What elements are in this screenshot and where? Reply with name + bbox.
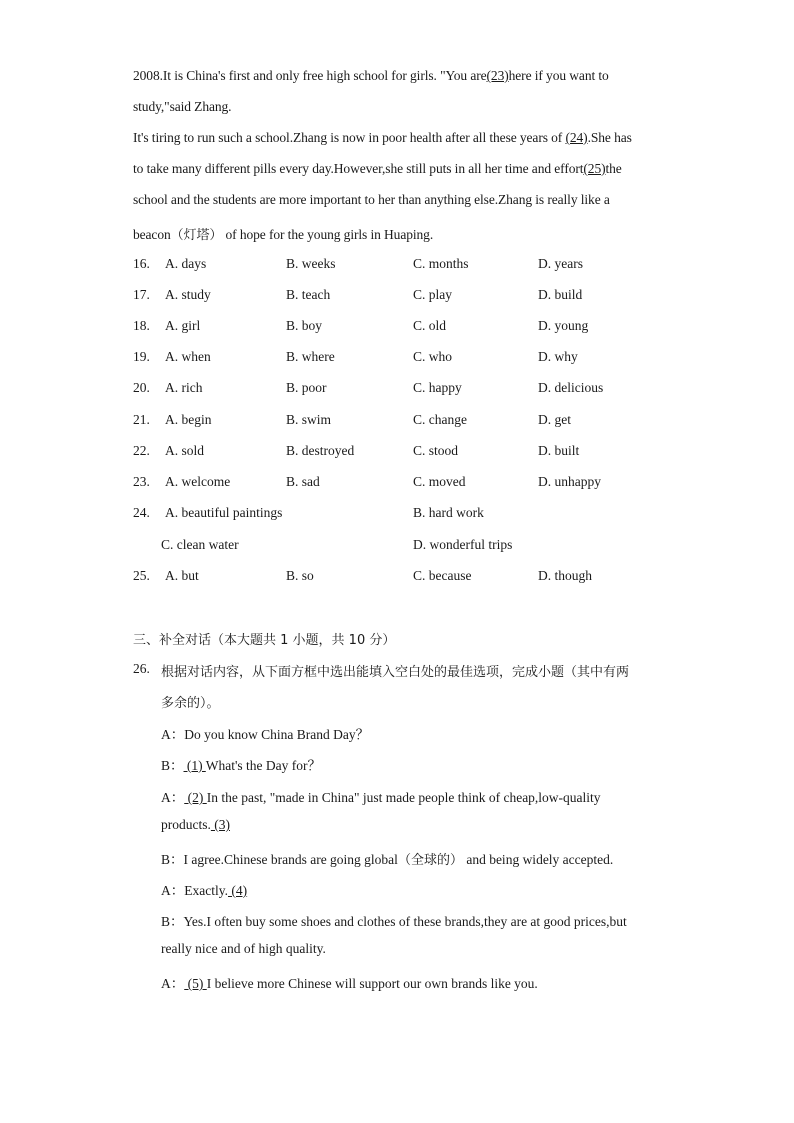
option-b[interactable]: B. swim <box>286 412 332 427</box>
option-a[interactable]: A. beautiful paintings <box>165 505 283 520</box>
passage-line-1 <box>133 68 609 84</box>
option-c[interactable]: C. old <box>413 318 447 333</box>
option-a[interactable]: A. when <box>165 349 211 364</box>
dialogue-text: B：Yes.I often buy some shoes and clothes of these brands,they are at good prices,but <box>161 914 627 929</box>
dialogue-line-4 <box>161 817 230 833</box>
question-number: 17. <box>133 287 150 302</box>
blank-3: (3) <box>210 817 230 832</box>
passage-text: school and the students are more important to her than anything else.Zhang is really like a <box>133 192 610 207</box>
dialogue-line-3 <box>161 786 601 806</box>
option-a[interactable]: A. welcome <box>165 474 231 489</box>
passage-text: It's tiring to run such a school.Zhang is now in poor health after all these years of <box>133 130 566 145</box>
option-a[interactable]: A. but <box>165 568 199 583</box>
option-c[interactable]: C. who <box>413 349 453 364</box>
question-row <box>133 287 693 307</box>
chinese-gloss: （灯塔） <box>170 228 223 243</box>
dialogue-line-8 <box>161 941 326 957</box>
instructions-line-2: 多余的）。 <box>161 696 220 711</box>
option-a[interactable]: A. rich <box>165 380 203 395</box>
option-b[interactable]: B. sad <box>286 474 320 489</box>
blank-25: (25) <box>583 161 606 176</box>
passage-line-4 <box>133 161 622 177</box>
question-number: 21. <box>133 412 150 427</box>
question-row <box>133 318 693 338</box>
option-c[interactable]: C. because <box>413 568 472 583</box>
passage-text: the <box>605 161 622 176</box>
blank-24: (24) <box>565 130 588 145</box>
dialogue-text: A：Exactly. <box>161 883 228 898</box>
question-row <box>133 474 693 494</box>
question-number: 20. <box>133 380 150 395</box>
option-d[interactable]: D. though <box>538 568 592 583</box>
option-a[interactable]: A. days <box>165 256 207 271</box>
passage-text: here if you want to <box>508 68 609 83</box>
option-b[interactable]: B. weeks <box>286 256 336 271</box>
option-b[interactable]: B. hard work <box>413 505 484 520</box>
option-b[interactable]: B. teach <box>286 287 331 302</box>
option-d[interactable]: D. wonderful trips <box>413 537 513 552</box>
option-d[interactable]: D. build <box>538 287 583 302</box>
option-a[interactable]: A. girl <box>165 318 201 333</box>
passage-line-3 <box>133 130 632 146</box>
option-d[interactable]: D. why <box>538 349 578 364</box>
question-row <box>133 505 693 525</box>
question-number: 19. <box>133 349 150 364</box>
question-row <box>133 412 693 432</box>
blank-2: (2) <box>184 790 207 805</box>
passage-text: study,"said Zhang. <box>133 99 232 114</box>
option-d[interactable]: D. years <box>538 256 583 271</box>
dialogue-text: really nice and of high quality. <box>161 941 326 956</box>
dialogue-text: In the past, "made in China" just made people think of cheap,low-quality <box>206 790 601 805</box>
option-d[interactable]: D. young <box>538 318 589 333</box>
passage-line-6 <box>133 224 433 243</box>
dialogue-text: I believe more Chinese will support our own brands like you. <box>206 976 538 991</box>
question-number: 16. <box>133 256 150 271</box>
option-b[interactable]: B. where <box>286 349 335 364</box>
question-number: 26. <box>133 661 150 676</box>
dialogue-line-2 <box>161 754 321 774</box>
question-row-continued <box>133 537 693 557</box>
blank-1: (1) <box>183 758 206 773</box>
chinese-gloss: （全球的） <box>397 853 463 868</box>
option-b[interactable]: B. so <box>286 568 314 583</box>
option-d[interactable]: D. delicious <box>538 380 604 395</box>
option-b[interactable]: B. boy <box>286 318 323 333</box>
passage-line-2 <box>133 99 231 115</box>
dialogue-text: B：I agree.Chinese brands are going global <box>161 852 398 867</box>
option-c[interactable]: C. stood <box>413 443 459 458</box>
question-number: 22. <box>133 443 150 458</box>
dialogue-line-7 <box>161 910 627 930</box>
option-c[interactable]: C. happy <box>413 380 462 395</box>
passage-text: 2008.It is China's first and only free high school for girls. "You are <box>133 68 487 83</box>
question-row <box>133 443 693 463</box>
instructions-line-1: 根据对话内容，从下面方框中选出能填入空白处的最佳选项，完成小题（其中有两 <box>161 665 630 680</box>
passage-text: to take many different pills every day.However,she still puts in all her time and effort <box>133 161 584 176</box>
passage-line-5 <box>133 192 610 208</box>
speaker-label: A： <box>161 976 185 991</box>
dialogue-line-1 <box>161 723 369 743</box>
option-c[interactable]: C. moved <box>413 474 466 489</box>
passage-text: beacon <box>133 227 171 242</box>
question-row <box>133 380 693 400</box>
option-c[interactable]: C. clean water <box>161 537 239 552</box>
dialogue-line-9 <box>161 972 538 992</box>
section-title: 三、补全对话（本大题共 1 小题，共 10 分） <box>133 633 396 648</box>
blank-5: (5) <box>184 976 207 991</box>
option-a[interactable]: A. begin <box>165 412 212 427</box>
option-d[interactable]: D. get <box>538 412 571 427</box>
speaker-label: B： <box>161 758 184 773</box>
option-c[interactable]: C. months <box>413 256 469 271</box>
option-a[interactable]: A. sold <box>165 443 205 458</box>
question-number: 23. <box>133 474 150 489</box>
dialogue-text: A：Do you know China Brand Day？ <box>161 727 370 742</box>
dialogue-text: products. <box>161 817 211 832</box>
question-number: 18. <box>133 318 150 333</box>
blank-23: (23) <box>486 68 509 83</box>
option-c[interactable]: C. play <box>413 287 452 302</box>
question-number: 24. <box>133 505 150 520</box>
passage-text: .She has <box>587 130 632 145</box>
dialogue-text: and being widely accepted. <box>462 852 614 867</box>
option-c[interactable]: C. change <box>413 412 467 427</box>
option-a[interactable]: A. study <box>165 287 211 302</box>
question-row <box>133 349 693 369</box>
option-d[interactable]: D. unhappy <box>538 474 601 489</box>
dialogue-text: What's the Day for？ <box>205 758 322 773</box>
option-b[interactable]: B. poor <box>286 380 327 395</box>
option-b[interactable]: B. destroyed <box>286 443 355 458</box>
question-row <box>133 256 693 276</box>
dialogue-line-6 <box>161 879 247 899</box>
dialogue-line-5 <box>161 848 613 868</box>
blank-4: (4) <box>227 883 248 898</box>
question-row <box>133 568 693 588</box>
passage-text: of hope for the young girls in Huaping. <box>222 227 434 242</box>
question-26-header <box>133 661 693 681</box>
question-number: 25. <box>133 568 150 583</box>
option-d[interactable]: D. built <box>538 443 580 458</box>
speaker-label: A： <box>161 790 185 805</box>
